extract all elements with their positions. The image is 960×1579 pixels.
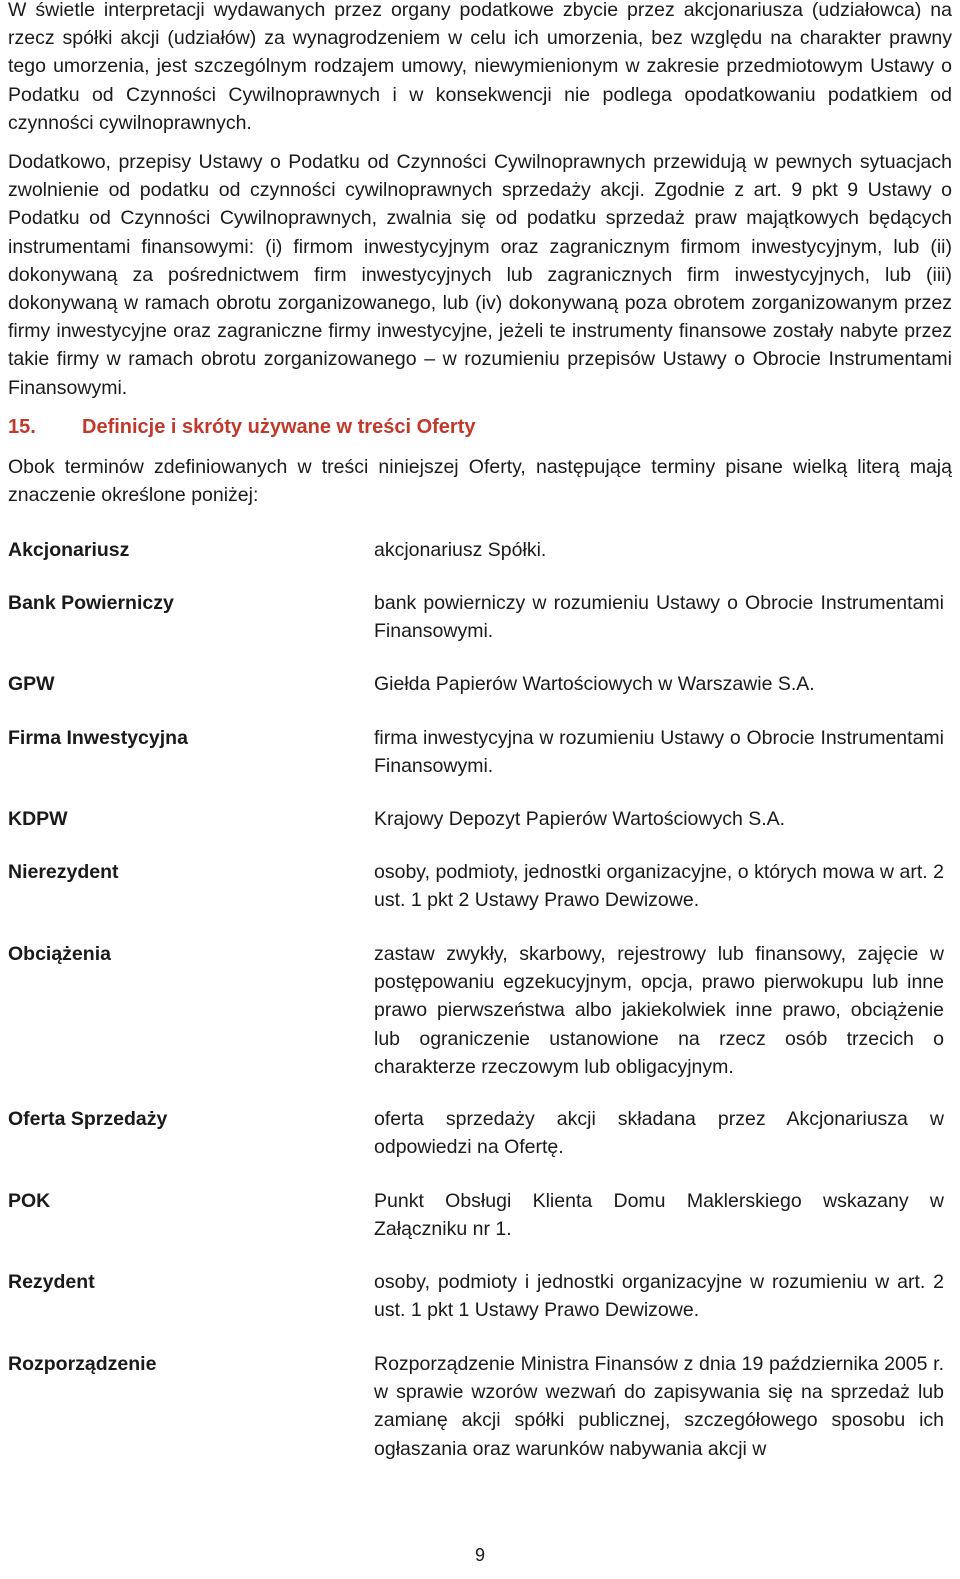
definition-term: GPW [8,673,55,695]
definition-text: Rozporządzenie Ministra Finansów z dnia 19 października 2005 r. w sprawie wzorów wezwań do zapisywania się na sprzedaż lub zamianę akcji spółki publicznej, szczegółowego sposobu ich ogłaszania oraz warunków nabywania akcji w [374,1353,944,1460]
definition-term: Rezydent [8,1271,95,1293]
paragraph-tax-exemption: Dodatkowo, przepisy Ustawy o Podatku od Czynności Cywilnoprawnych przewidują w pewnych sytuacjach zwolnienie od podatku od czynności cywilnoprawnych sprzedaży akcji. Zgodnie z art. 9 pkt 9 Ustawy o Podatku od Czynności Cywilnoprawnych, zwalnia się od podatku sprzedaż praw majątkowych będących instrumentami finansowymi: (i) firmom inwestycyjnym oraz zagranicznym firmom inwestycyjnym, lub (ii) dokonywaną za pośrednictwem firm inwestycyjnych lub zagranicznych firm inwestycyjnych, lub (iii) dokonywaną w ramach obrotu zorganizowanego, lub (iv) dokonywaną poza obrotem zorganizowanym przez firmy inwestycyjne oraz zagraniczne firmy inwestycyjne, jeżeli te instrumenty finansowe zostały nabyte przez takie firmy w ramach obrotu zorganizowanego – w rozumieniu przepisów Ustawy o Obrocie Instrumentami Finansowymi. [8,151,952,399]
section-heading [8,413,475,441]
paragraph-tax-interpretation: W świetle interpretacji wydawanych przez organy podatkowe zbycie przez akcjonariusza (udziałowca) na rzecz spółki akcji (udziałów) za wynagrodzeniem w celu ich umorzenia, bez względu na charakter prawny tego umorzenia, jest szczególnym rodzajem umowy, niewymienionym w zakresie przedmiotowym Ustawy o Podatku od Czynności Cywilnoprawnych i w konsekwencji nie podlega opodatkowaniu podatkiem od czynności cywilnoprawnych. [8,0,952,134]
paragraph-definitions-intro: Obok terminów zdefiniowanych w treści niniejszej Oferty, następujące terminy pisane wielką literą mają znaczenie określone poniżej: [8,456,952,507]
definition-text: zastaw zwykły, skarbowy, rejestrowy lub finansowy, zajęcie w postępowaniu egzekucyjnym, opcja, prawo pierwokupu lub inne prawo pierwszeństwa albo jakiekolwiek inne prawo, obciążenie lub ograniczenie ustanowione na rzecz osób trzecich o charakterze rzeczowym lub obligacyjnym. [374,943,944,1078]
definition-text: oferta sprzedaży akcji składana przez Akcjonariusza w odpowiedzi na Ofertę. [374,1108,944,1159]
definition-term: Nierezydent [8,861,119,883]
definition-term: Firma Inwestycyjna [8,727,188,749]
section-number: 15. [8,416,36,438]
definition-term: Akcjonariusz [8,539,130,561]
definition-text: bank powierniczy w rozumieniu Ustawy o Obrocie Instrumentami Finansowymi. [374,592,944,643]
definition-text: Punkt Obsługi Klienta Domu Maklerskiego wskazany w Załączniku nr 1. [374,1190,944,1241]
definition-text: osoby, podmioty i jednostki organizacyjne w rozumieniu w art. 2 ust. 1 pkt 1 Ustawy Prawo Dewizowe. [374,1271,944,1322]
definition-text: akcjonariusz Spółki. [374,539,547,561]
definition-term: Obciążenia [8,943,111,965]
section-title: Definicje i skróty używane w treści Oferty [82,416,476,438]
definition-term: POK [8,1190,51,1212]
page-number: 9 [474,1545,485,1565]
definition-text: osoby, podmioty, jednostki organizacyjne, o których mowa w art. 2 ust. 1 pkt 2 Ustawy Prawo Dewizowe. [374,861,944,912]
definition-term: KDPW [8,808,68,830]
definition-text: firma inwestycyjna w rozumieniu Ustawy o Obrocie Instrumentami Finansowymi. [374,727,944,778]
definition-term: Bank Powierniczy [8,592,174,614]
definition-term: Oferta Sprzedaży [8,1108,168,1130]
definition-term: Rozporządzenie [8,1353,157,1375]
definition-text: Krajowy Depozyt Papierów Wartościowych S.A. [374,808,786,830]
definition-text: Giełda Papierów Wartościowych w Warszawie S.A. [374,673,815,695]
